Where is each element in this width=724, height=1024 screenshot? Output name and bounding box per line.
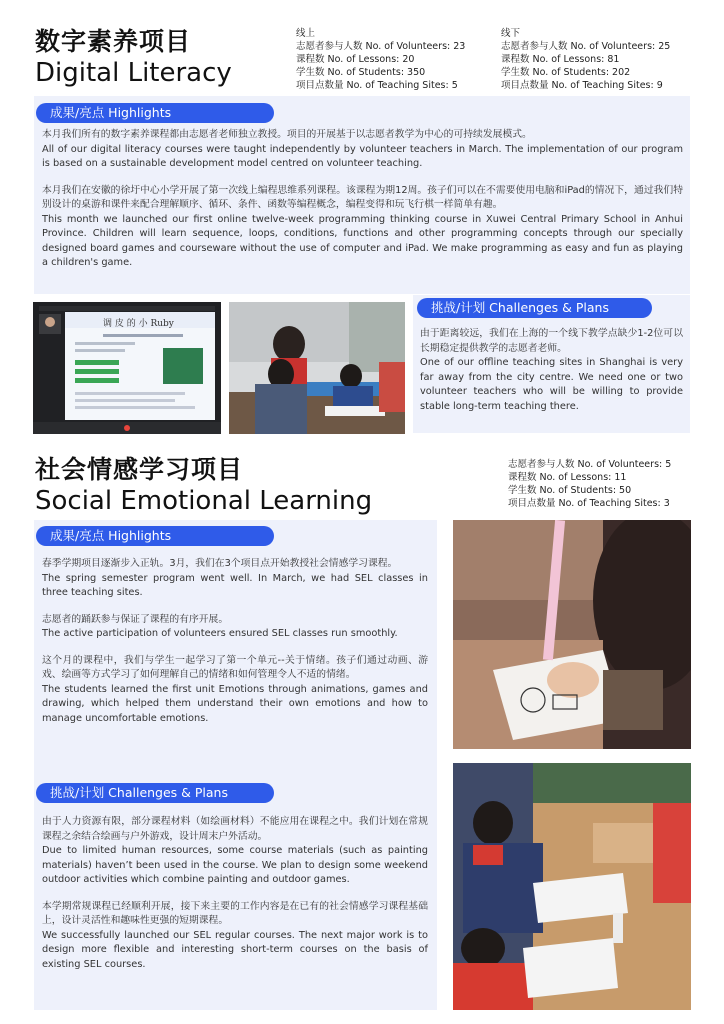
digital-highlights-label: 成果/亮点 Highlights xyxy=(36,103,274,123)
offline-heading: 线下 xyxy=(501,28,521,39)
offline-stats xyxy=(501,27,670,92)
online-class-photo xyxy=(33,302,221,434)
sel-challenges-text xyxy=(42,815,428,972)
sel-title-en: Social Emotional Learning xyxy=(35,486,373,516)
digital-challenges-text xyxy=(420,327,683,414)
sel-volunteers: 志愿者参与人数 No. of Volunteers: 5 xyxy=(508,459,672,470)
classroom-photo xyxy=(229,302,405,434)
online-students: 学生数 No. of Students: 350 xyxy=(296,67,426,78)
sel-c1-en: Due to limited human resources, some course materials (such as painting materials) haven’t been used in the course. We plan to design some weekend outdoor activities which combine painting and outdoor games. xyxy=(42,845,428,885)
sel-h1-en: The spring semester program went well. In March, we had SEL classes in three teaching sites. xyxy=(42,572,428,598)
sel-h2-en: The active participation of volunteers ensured SEL classes run smoothly. xyxy=(42,628,398,639)
sel-h1-zh: 春季学期项目逐渐步入正轨。3月，我们在3个项目点开始教授社会情感学习课程。 xyxy=(42,558,398,569)
online-stats xyxy=(296,27,465,92)
sel-highlights-text xyxy=(42,557,428,726)
offline-students: 学生数 No. of Students: 202 xyxy=(501,67,631,78)
online-sites: 项目点数量 No. of Teaching Sites: 5 xyxy=(296,80,458,91)
sel-sites: 项目点数量 No. of Teaching Sites: 3 xyxy=(508,498,670,509)
online-lessons: 课程数 No. of Lessons: 20 xyxy=(296,54,415,65)
digital-p1-zh: 本月我们所有的数字素养课程都由志愿者老师独立教授。项目的开展基于以志愿者教学为中心的可持续发展模式。 xyxy=(42,129,532,140)
digital-challenges-en: One of our offline teaching sites in Shanghai is very far away from the city centre. We need one or two volunteer teachers who will be willing to provide stable long-term teaching there. xyxy=(420,357,683,412)
offline-sites: 项目点数量 No. of Teaching Sites: 9 xyxy=(501,80,663,91)
digital-challenges-zh: 由于距离较远，我们在上海的一个线下教学点缺少1-2位可以长期稳定提供教学的志愿者老师。 xyxy=(420,328,683,354)
drawing-photo xyxy=(453,520,691,749)
slide-title: 调 皮 的 小 Ruby xyxy=(103,319,174,329)
offline-lessons: 课程数 No. of Lessons: 81 xyxy=(501,54,620,65)
classroom-table-photo xyxy=(453,763,691,1010)
sel-c2-en: We successfully launched our SEL regular courses. The next major work is to design more flexible and interesting short-term courses on the basis of existing SEL courses. xyxy=(42,929,428,970)
digital-p2-en: This month we launched our first online twelve-week programming thinking course in Xuwei Central Primary School in Anhui Province. Children will learn sequence, loops, conditions, functions and other programming concepts through our specially designed board games and courseware without the use of computer and iPad. We make programming as easy and fun as playing a children's game. xyxy=(42,213,683,268)
digital-p1-en: All of our digital literacy courses were taught independently by volunteer teachers in March. The implementation of our program is based on a sustainable development model centred on volunteer teaching. xyxy=(42,143,683,169)
digital-title-zh: 数字素养项目 xyxy=(35,27,192,56)
sel-c2-zh: 本学期常规课程已经顺利开展，接下来主要的工作内容是在已有的社会情感学习课程基础上，设计灵活性和趣味性更强的短期课程。 xyxy=(42,900,428,926)
sel-c1-zh: 由于人力资源有限，部分课程材料（如绘画材料）不能应用在课程之中。我们计划在常规课程之余结合绘画与户外游戏，设计周末户外活动。 xyxy=(42,816,428,842)
sel-title-zh: 社会情感学习项目 xyxy=(35,455,244,484)
sel-highlights-label: 成果/亮点 Highlights xyxy=(36,526,274,546)
sel-challenges-label: 挑战/计划 Challenges & Plans xyxy=(36,783,274,803)
sel-students: 学生数 No. of Students: 50 xyxy=(508,485,632,496)
digital-highlights-text xyxy=(42,128,683,271)
sel-h2-zh: 志愿者的踊跃参与保证了课程的有序开展。 xyxy=(42,613,229,625)
offline-volunteers: 志愿者参与人数 No. of Volunteers: 25 xyxy=(501,41,671,52)
online-heading: 线上 xyxy=(296,28,316,39)
digital-p2-zh: 本月我们在安徽的徐圩中心小学开展了第一次线上编程思维系列课程。该课程为期12周。孩子们可以在不需要使用电脑和iPad的情况下，通过我们特别设计的桌游和课件来配合理解顺序、循环、条件、函数等编程概念，编程变得和玩飞行棋一样简单有趣。 xyxy=(42,184,683,210)
sel-lessons: 课程数 No. of Lessons: 11 xyxy=(508,472,627,483)
digital-title-en: Digital Literacy xyxy=(35,58,232,88)
digital-challenges-label: 挑战/计划 Challenges & Plans xyxy=(417,298,652,318)
online-volunteers: 志愿者参与人数 No. of Volunteers: 23 xyxy=(296,41,466,52)
sel-stats xyxy=(508,458,671,510)
sel-h3-zh: 这个月的课程中，我们与学生一起学习了第一个单元--关于情绪。孩子们通过动画、游戏、绘画等方式学习了如何理解自己的情绪和如何管理令人不适的情绪。 xyxy=(42,654,428,680)
sel-h3-en: The students learned the first unit Emotions through animations, games and drawing, which helped them understand their own emotions and how to manage uncomfortable emotions. xyxy=(42,683,428,724)
